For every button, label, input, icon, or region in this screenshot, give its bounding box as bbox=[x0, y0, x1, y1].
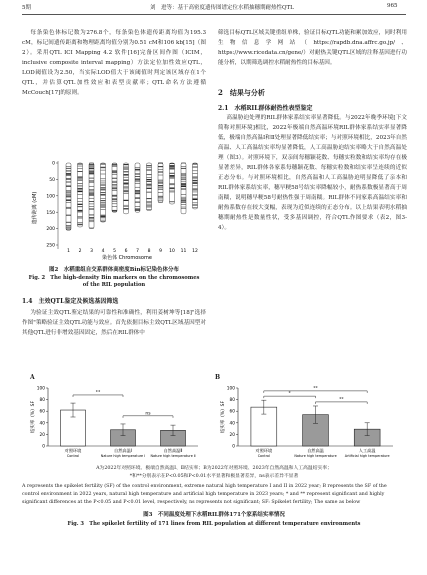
fig3-significance-label: * bbox=[288, 391, 291, 397]
fig2-xtick-label: 4 bbox=[101, 249, 105, 254]
fig3-ytick-label: 60 bbox=[229, 409, 235, 415]
running-title: 刘 进等：基于高密度遗传图谱定位水稻抽穗期耐热性QTL bbox=[150, 5, 294, 11]
fig2-ytick-label: 250 bbox=[46, 243, 55, 249]
fig2-x-ticks bbox=[67, 248, 198, 254]
fig3-ytick-label: 100 bbox=[36, 386, 45, 392]
fig3-ytick-label: 40 bbox=[39, 421, 45, 427]
fig2-caption-cn: 图2 水稻重组自交系群体高密度Bin标记染色体分布 bbox=[48, 267, 180, 273]
fig3-note-en-3: significant differences at the P<0.05 and P<0.01 level, respectively, ns represents not significant; SF: Spikelet fertility; The same as below bbox=[22, 500, 361, 505]
page-section-label: 5期 bbox=[22, 5, 31, 11]
fig3-category-label-en: Nature high temperature Ⅱ bbox=[150, 454, 196, 458]
fig3-category-label-cn: 自然高温Ⅱ bbox=[163, 448, 183, 453]
left-column-lower bbox=[22, 308, 206, 338]
fig3-significance-label: ** bbox=[313, 386, 318, 392]
fig3-ytick-label: 0 bbox=[232, 444, 235, 450]
bioinformatics-paragraph: 筛选目标QTL区域关键重组单株，验证目标QTL功能和累加效应，同时利用生物信息学网站（https://rapdb.dna.affrc.go.jp/、https://www.ricedata.cn/gene/）对耐热关键QTL区域的注释基因进行功能分析，以期筛选调控水稻耐热性的目标基因。 bbox=[218, 30, 407, 66]
fig3-ytick-label: 100 bbox=[226, 386, 235, 392]
fig2-caption-en-1: Fig. 2 The high-density Bin markers on the chromosomes bbox=[28, 275, 200, 281]
fig3-category-label-cn: 自然高温 bbox=[307, 448, 324, 453]
fig2-chromosome bbox=[78, 163, 83, 227]
fig2-chromosome bbox=[89, 163, 94, 229]
fig3-ylabel: 结实率（%）SF bbox=[221, 400, 226, 434]
right-column bbox=[218, 28, 407, 68]
fig2-ylabel: 遗传距离 (cM) bbox=[32, 191, 38, 225]
fig3-title-cn: 图3 不同温度处理下水稻RIL群体171个家系结实率情况 bbox=[143, 512, 285, 518]
fig2-xtick-label: 11 bbox=[180, 249, 187, 254]
fig2-xtick-label: 1 bbox=[67, 249, 70, 254]
fig3-category-label-cn: 对照环境 bbox=[255, 448, 273, 453]
fig3-category-label-en: Nature high temperature Ⅰ bbox=[100, 454, 146, 458]
fig3-category-label-en: Control bbox=[257, 454, 270, 458]
fig3-panel-a-label: A bbox=[30, 374, 35, 381]
fig2-ytick-label: 200 bbox=[46, 227, 55, 233]
section-heading-1-4: 1.4 主效QTL鉴定及候选基因筛选 bbox=[22, 298, 119, 305]
page-number: 965 bbox=[387, 3, 398, 9]
fig2-y-ticks bbox=[46, 161, 58, 249]
fig3-note-en-1: A represents the spikelet fertility (SF) of the control environment, extreme natural high temperature I and II in 2022 year; B represents the SF of the bbox=[22, 484, 387, 489]
fig2-chromosomes bbox=[66, 163, 198, 230]
fig3-chart-b bbox=[212, 378, 407, 463]
fig3-panel-b-label: B bbox=[215, 374, 221, 381]
section-heading-2: 2 结果与分析 bbox=[218, 88, 265, 97]
fig3-note-cn-1: A为2022年对照环境、极端自然高温Ⅰ、Ⅱ结实率；B为2022年对照环境、2023年自然高温和人工高温结实率； bbox=[96, 466, 332, 471]
fig2-bin-map bbox=[22, 153, 206, 261]
fig3-ytick-label: 0 bbox=[42, 444, 45, 450]
fig3-significance-label: ** bbox=[95, 390, 101, 396]
fig3-ytick-label: 40 bbox=[229, 421, 235, 427]
fig2-xtick-label: 5 bbox=[113, 249, 116, 254]
results-paragraph: 高温胁迫处理的RIL群体家系结实率显著降低。与2022年晚季环境[下文简称对照环境]相比，2022年极端自然高温环境RIL群体家系结实率显著降低，极端自然高温Ⅰ和Ⅱ处理显著降低结实率；与对照环境相比，2023年自然高温、人工高温结实率均显著降低，人工高温胁迫结实率略大于自然高温处理（图3）。对照环境下，双亲间每穗颖花数、每穗实粒数和结实率均存在极显著差异，RIL群体各家系每穗颖花数、每穗实粒数和结实率呈连续的近似正态分布。与对照环境相比，自然高温和人工高温胁迫明显降低了亲本和RIL群体家系结实率，穗早粳58号结实率降幅较小，耐热系数极显著高于周南糯，说明穗早粳58号耐热性强于周南糯。RIL群体不同家系高温结实率和耐热系数存在较大变幅，表现为近似连续的正态分布。以上结果表明水稻抽穗期耐热性是数量性状，受多基因调控，符合QTL作图要求（表2，图3-4）。 bbox=[218, 115, 407, 231]
fig3-category-label-cn: 对照环境 bbox=[64, 448, 82, 453]
fig3-title-en: Fig. 3 The spikelet fertility of 171 lines from RIL population at different temperature environments bbox=[67, 521, 361, 527]
fig3-ytick-label: 20 bbox=[39, 432, 45, 438]
fig2-chromosome bbox=[135, 163, 140, 212]
fig2-chromosome bbox=[147, 163, 152, 211]
fig2-xtick-label: 2 bbox=[78, 249, 82, 254]
methods-paragraph: 每条染色体标记数为276.8个，每条染色体遗传距离均值为195.3 cM，标记间遗传距离和物理距离均值分别为0.51 cM和106 kb[15]（图2）。采用QTL ICI Mapping 4.2 软件[16]完备区间作图（ICIM，inclusive composite interval mapping）方法定位加性效应QTL，LOD阈值设为2.50，当实际LOD值大于该阈值时判定该区域存在1个QTL，并估算QTL加性效应和表型贡献率；QTL命名方法遵循McCouch[17]的原则。 bbox=[22, 30, 206, 96]
fig3-chart-a bbox=[22, 378, 212, 463]
fig3-ytick-label: 60 bbox=[39, 409, 45, 415]
fig3-category-label-en: Artificial high temperature bbox=[344, 454, 390, 458]
fig3-ytick-label: 20 bbox=[229, 432, 235, 438]
fig3-note-en-2: control environment in 2022 years, natural high temperature and artificial high temperature in 2023 years; * and ** represent significant and highly bbox=[22, 492, 385, 497]
fig2-xtick-label: 12 bbox=[192, 249, 198, 254]
section-heading-2-1: 2.1 水稻RIL群体耐热性表型鉴定 bbox=[218, 105, 313, 112]
results-column bbox=[218, 113, 407, 233]
header-rule bbox=[22, 14, 406, 15]
fig2-xtick-label: 10 bbox=[169, 249, 175, 254]
fig3-category-label-cn: 自然高温Ⅰ bbox=[114, 448, 132, 453]
fig2-ytick-label: 150 bbox=[46, 210, 55, 216]
fig2-ytick-label: 0 bbox=[52, 161, 55, 167]
validation-paragraph: 为验证主效QTL鉴定结果的可靠性和准确性，利用姜树坤等[18]"选择作图"策略验证主效QTL功能与效应。首先依据目标主效QTL区域基因型对其他QTL进行非增效基因固定，然后在RIL群体中 bbox=[22, 310, 206, 336]
fig3-ytick-label: 80 bbox=[39, 398, 45, 404]
fig3-ytick-label: 80 bbox=[229, 398, 235, 404]
fig2-xlabel: 染色体 Chromosome bbox=[102, 255, 152, 261]
fig3-significance-label: ** bbox=[339, 397, 344, 403]
fig3-category-label-cn: 人工高温 bbox=[358, 448, 376, 453]
fig2-xtick-label: 7 bbox=[136, 249, 139, 254]
fig2-xtick-label: 8 bbox=[147, 249, 151, 254]
fig2-xtick-label: 6 bbox=[124, 249, 128, 254]
left-column bbox=[22, 28, 206, 98]
fig2-xtick-label: 3 bbox=[90, 249, 93, 254]
fig2-caption-en-2: of the RIL population bbox=[82, 282, 146, 288]
fig3-category-label-en: Nature high temperature bbox=[294, 454, 337, 458]
fig2-ytick-label: 50 bbox=[49, 178, 55, 183]
fig3-ylabel: 结实率（%）SF bbox=[31, 400, 36, 434]
fig2-xtick-label: 9 bbox=[159, 249, 162, 254]
fig2-ytick-label: 100 bbox=[46, 194, 55, 200]
fig3-note-cn-2: *和**分别表示在P<0.05和P<0.01水平显著和极显著差异，ns表示差异不显著 bbox=[129, 474, 299, 479]
fig3-category-label-en: Control bbox=[66, 454, 80, 458]
fig3-significance-label: ns bbox=[145, 411, 151, 417]
